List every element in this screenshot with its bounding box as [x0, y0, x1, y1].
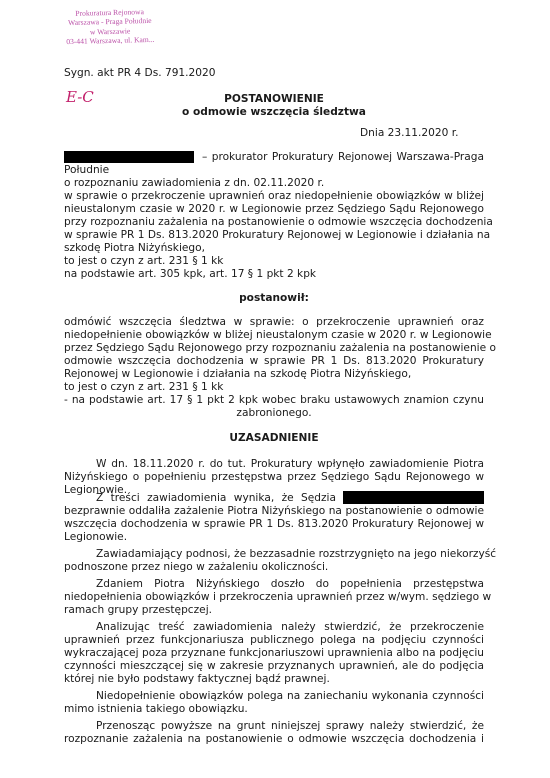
decision-line: niedopełnienie obowiązków w bliżej nieustalonym czasie w 2020 r. w Legionowie — [64, 329, 492, 341]
document-date: Dnia 23.11.2020 r. — [360, 127, 459, 139]
decision-line: to jest o czyn z art. 231 § 1 kk — [64, 381, 224, 393]
intro-line: to jest o czyn z art. 231 § 1 kk — [64, 255, 224, 267]
justification-line: Przenosząc powyższe na grunt niniejszej sprawy należy stwierdzić, że — [96, 720, 484, 732]
stamp-line: Prokuratura Rejonowa — [75, 7, 144, 18]
justification-line: podnoszone przez niego w zażaleniu okoliczności. — [64, 561, 329, 573]
justification-line: Z treści zawiadomienia wynika, że Sędzia — [96, 492, 336, 504]
intro-line: na podstawie art. 305 kpk, art. 17 § 1 pkt 2 kpk — [64, 268, 317, 280]
justification-line: bezprawnie oddaliła zażalenie Piotra Niżyńskiego na postanowienie o odmowie — [64, 505, 484, 517]
office-stamp — [62, 7, 159, 47]
document-title: POSTANOWIENIE — [224, 93, 324, 105]
justification-line: Zawiadamiający podnosi, że bezzasadnie rozstrzygnięto na jego niekorzyść — [96, 548, 497, 560]
justification-line: Legionowie. — [64, 484, 128, 496]
justification-line: wszczęcia dochodzenia w sprawie PR 1 Ds. 813.2020 Prokuratury Rejonowej w — [64, 518, 484, 530]
case-reference: Sygn. akt PR 4 Ds. 791.2020 — [64, 67, 216, 79]
stamp-line: 03-441 Warszawa, ul. Kam... — [66, 35, 155, 47]
justification-line: której nie było podstawy faktycznej bądź prawnej. — [64, 673, 330, 685]
justification-line: rozpoznanie zażalenia na postanowienie o odmowie wszczęcia dochodzenia i — [64, 733, 484, 745]
justification-line: wykraczającej poza przyznane funkcjonariuszowi uprawnienia albo na podjęciu — [64, 647, 484, 659]
decision-line: odmowie wszczęcia dochodzenia w sprawie PR 1 Ds. 813.2020 Prokuratury — [64, 355, 484, 367]
redacted-name — [64, 151, 194, 163]
redacted-judge-name — [343, 491, 484, 504]
decision-line: - na podstawie art. 17 § 1 pkt 2 kpk wobec braku ustawowych znamion czynu — [64, 394, 484, 406]
justification-line: Zdaniem Piotra Niżyńskiego doszło do popełnienia przestępstwa — [96, 578, 484, 590]
stamp-line: Warszawa - Praga Południe — [68, 16, 152, 28]
justification-line: czynności mieszczącej się w zakresie przyznanych uprawnień, ale do podjęcia — [64, 660, 484, 672]
decision-heading: postanowił: — [239, 292, 309, 304]
decision-line: przez Sędziego Sądu Rejonowego przy rozpoznaniu zażalenia na postanowienie o — [64, 342, 496, 354]
justification-line: Niżyńskiego o popełnieniu przestępstwa przez Sędziego Sądu Rejonowego w — [64, 471, 484, 483]
justification-line: Niedopełnienie obowiązków polega na zaniechaniu wykonania czynności — [96, 690, 484, 702]
handwritten-mark: E-C — [66, 88, 94, 106]
justification-line: ramach grupy przestępczej. — [64, 604, 213, 616]
intro-line: nieustalonym czasie w 2020 r. w Legionowie przez Sędziego Sądu Rejonowego — [64, 203, 484, 215]
decision-line: zabronionego. — [236, 407, 312, 419]
document-subtitle: o odmowie wszczęcia śledztwa — [182, 106, 366, 118]
justification-line: Analizując treść zawiadomienia należy stwierdzić, że przekroczenie — [96, 621, 484, 633]
justification-heading: UZASADNIENIE — [229, 432, 319, 444]
stamp-line: w Warszawie — [89, 26, 131, 37]
intro-line: przy rozpoznaniu zażalenia na postanowienie o odmowie wszczęcia dochodzenia — [64, 216, 493, 228]
intro-line: o rozpoznaniu zawiadomienia z dn. 02.11.2020 r. — [64, 177, 325, 189]
decision-line: Rejonowej w Legionowie i działania na szkodę Piotra Niżyńskiego, — [64, 368, 412, 380]
intro-line: w sprawie o przekroczenie uprawnień oraz niedopełnienie obowiązków w bliżej — [64, 190, 484, 202]
decision-line: odmówić wszczęcia śledztwa w sprawie: o przekroczenie uprawnień oraz — [64, 316, 484, 328]
justification-line: Legionowie. — [64, 531, 128, 543]
intro-line: szkodę Piotra Niżyńskiego, — [64, 242, 205, 254]
justification-line: mimo istnienia takiego obowiązku. — [64, 703, 248, 715]
justification-line: niedopełnienia obowiązków i przekroczenia uprawnień przez w/wym. sędziego w — [64, 591, 492, 603]
justification-line: W dn. 18.11.2020 r. do tut. Prokuratury wpłynęło zawiadomienie Piotra — [96, 458, 484, 470]
intro-line: Południe — [64, 164, 110, 176]
justification-line: uprawnień przez funkcjonariusza publicznego polega na podjęciu czynności — [64, 634, 484, 646]
intro-line: – prokurator Prokuratury Rejonowej Warszawa-Praga — [202, 151, 484, 163]
intro-line: w sprawie PR 1 Ds. 813.2020 Prokuratury Rejonowej w Legionowie i działania na — [64, 229, 491, 241]
